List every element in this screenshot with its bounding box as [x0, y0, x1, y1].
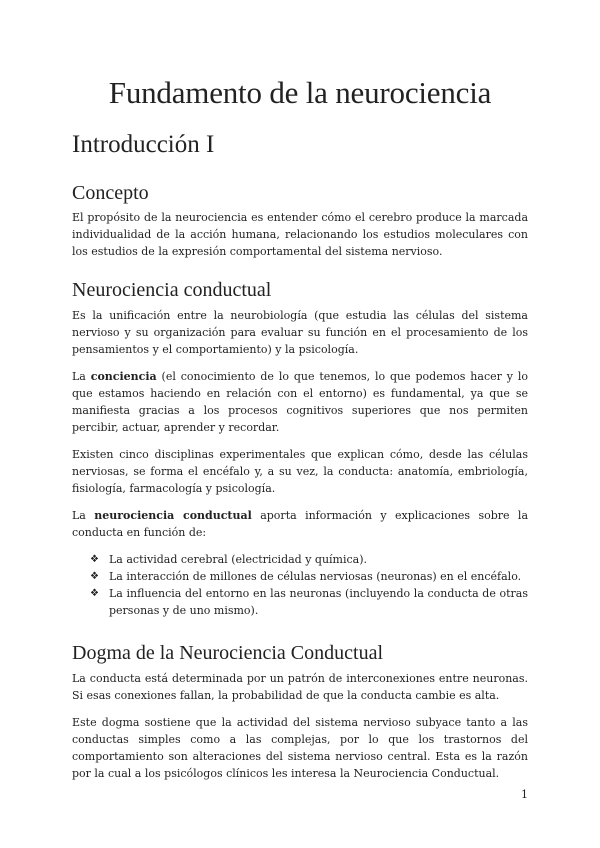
dogma-paragraph-2: Este dogma sostiene que la actividad del sistema nervioso subyace tanto a las conductas simples como a las complejas, por lo que los trastornos del comportamiento son alteraciones del sistema nervioso central. Esta es la razón por la cual a los psicólogos clínicos les interesa la Neurociencia Conductual. [72, 716, 528, 780]
list-item-text: La influencia del entorno en las neuronas (incluyendo la conducta de otras personas y de uno mismo). [109, 587, 528, 617]
conductual-paragraph-1: Es la unificación entre la neurobiología (que estudia las células del sistema nervioso y su organización para evaluar su función en el procesamiento de los pensamientos y el comportamiento) y la psicología. [72, 309, 528, 356]
text-fragment: aporta información y explicaciones sobre la conducta en función de: [72, 509, 529, 539]
text-fragment: La [72, 509, 95, 522]
concepto-paragraph: El propósito de la neurociencia es entender cómo el cerebro produce la marcada individualidad de la acción humana, relacionando los estudios moleculares con los estudios de la expresión comportamental del sistema nervioso. [72, 211, 528, 258]
conductual-paragraph-2 [72, 368, 528, 436]
page-number: 1 [521, 788, 528, 801]
text-fragment: (el conocimiento de lo que tenemos, lo que podemos hacer y lo que estamos haciendo en relación con el entorno) es fundamental, ya que se manifiesta gracias a los procesos cognitivos superiores que nos permiten percibir, actuar, aprender y recordar. [72, 370, 528, 434]
list-item-text: La actividad cerebral (electricidad y química). [109, 553, 368, 566]
conductual-heading: Neurociencia conductual [72, 279, 272, 301]
dogma-paragraph-1: La conducta está determinada por un patrón de interconexiones entre neuronas. Si esas conexiones fallan, la probabilidad de que la conducta cambie es alta. [72, 672, 528, 702]
section-heading: Introducción I [72, 131, 215, 158]
conductual-paragraph-4 [72, 507, 528, 541]
conductual-paragraph-3: Existen cinco disciplinas experimentales que explican cómo, desde las células nerviosas, se forma el encéfalo y, a su vez, la conducta: anatomía, embriología, fisiología, farmacología y psicología. [72, 448, 528, 495]
bold-term-neurociencia-conductual: neurociencia conductual [94, 509, 252, 522]
bold-term-conciencia: conciencia [90, 370, 157, 383]
list-item-text: La interacción de millones de células nerviosas (neuronas) en el encéfalo. [109, 570, 522, 583]
dogma-heading: Dogma de la Neurociencia Conductual [72, 642, 383, 664]
diamond-bullet-icon: ❖ [90, 554, 99, 565]
diamond-bullet-icon: ❖ [90, 571, 99, 582]
document-title: Fundamento de la neurociencia [108, 75, 492, 110]
concepto-heading: Concepto [72, 182, 149, 204]
list-item [72, 551, 528, 568]
list-item [72, 585, 528, 619]
list-item [72, 568, 528, 585]
text-fragment: La [72, 370, 91, 383]
document-page [72, 0, 528, 782]
diamond-bullet-icon: ❖ [90, 588, 99, 599]
bullet-list [72, 551, 528, 619]
